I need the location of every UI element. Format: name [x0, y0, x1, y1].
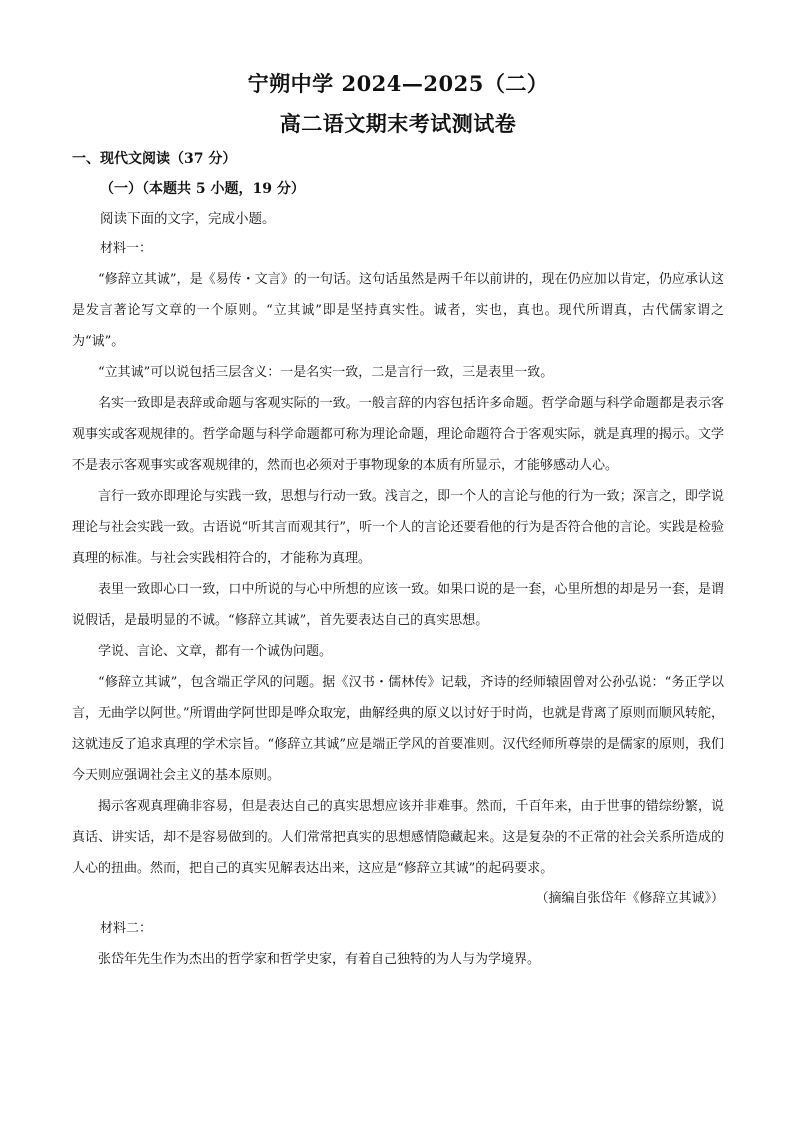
- exam-title-subject: 高二语文期末考试测试卷: [279, 111, 517, 136]
- material-one-paragraph: 揭示客观真理确非容易，但是表达自己的真实思想应该并非难事。然而，千百年来，由于世事的错综纷繁，说真话、讲实话，却不是容易做到的。人们常常把真实的思想感情隐藏起来。这是复杂的不正常的社会关系所造成的人心的扭曲。然而，把自己的真实见解表达出来，这应是“修辞立其诚”的起码要求。: [72, 799, 724, 876]
- material-one-paragraph: 名实一致即是表辞或命题与客观实际的一致。一般言辞的内容包括许多命题。哲学命题与科学命题都是表示客观事实或客观规律的。哲学命题与科学命题都可称为理论命题，理论命题符合于客观实际，就是真理的揭示。文学不是表示客观事实或客观规律的，然而也必须对于事物现象的本质有所显示，才能够感动人心。: [72, 396, 724, 473]
- material-one-paragraph: “修辞立其诚”，包含端正学风的问题。据《汉书・儒林传》记载，齐诗的经师辕固曾对公孙弘说：“务正学以言，无曲学以阿世。”所谓曲学阿世即是哗众取宠，曲解经典的原义以讨好于时尚，也就是背离了原则而顺风转舵，这就违反了追求真理的学术宗旨。“修辞立其诚”应是端正学风的首要准则。汉代经师所尊崇的是儒家的原则，我们今天则应强调社会主义的基本原则。: [72, 675, 724, 783]
- material-one-source: （摘编自张岱年《修辞立其诚》）: [535, 891, 724, 906]
- material-one-paragraph: 言行一致亦即理论与实践一致，思想与行动一致。浅言之，即一个人的言论与他的行为一致；深言之，即学说理论与社会实践一致。古语说“听其言而观其行”，听一个人的言论还要看他的行为是否符合他的言论。实践是检验真理的标准。与社会实践相符合的，才能称为真理。: [72, 489, 724, 566]
- material-one-paragraph: “立其诚”可以说包括三层含义：一是名实一致，二是言行一致，三是表里一致。: [98, 365, 554, 380]
- material-one-paragraph: 学说、言论、文章，都有一个诚伪问题。: [98, 644, 333, 659]
- subsection-heading: （一）（本题共 5 小题，19 分）: [100, 181, 305, 197]
- section-heading: 一、现代文阅读（37 分）: [72, 151, 237, 167]
- material-two-paragraph: 张岱年先生作为杰出的哲学家和哲学史家，有着自己独特的为人与为学境界。: [98, 952, 541, 967]
- material-one-paragraph: 表里一致即心口一致，口中所说的与心中所想的应该一致。如果口说的是一套，心里所想的却是另一套，是谓说假话，是最明显的不诚。“修辞立其诚”，首先要表达自己的真实思想。: [72, 582, 724, 628]
- material-two-label: 材料二：: [100, 921, 153, 936]
- reading-instruction: 阅读下面的文字，完成小题。: [100, 211, 276, 227]
- exam-title-school: 宁朔中学 2024—2025（二）: [247, 71, 549, 96]
- material-one-label: 材料一：: [100, 241, 153, 256]
- material-one-paragraph: “修辞立其诚”，是《易传・文言》的一句话。这句话虽然是两千年以前讲的，现在仍应加以肯定，仍应承认这是发言著论写文章的一个原则。“立其诚”即是坚持真实性。诚者，实也，真也。现代所谓真，古代儒家谓之为“诚”。: [72, 272, 724, 349]
